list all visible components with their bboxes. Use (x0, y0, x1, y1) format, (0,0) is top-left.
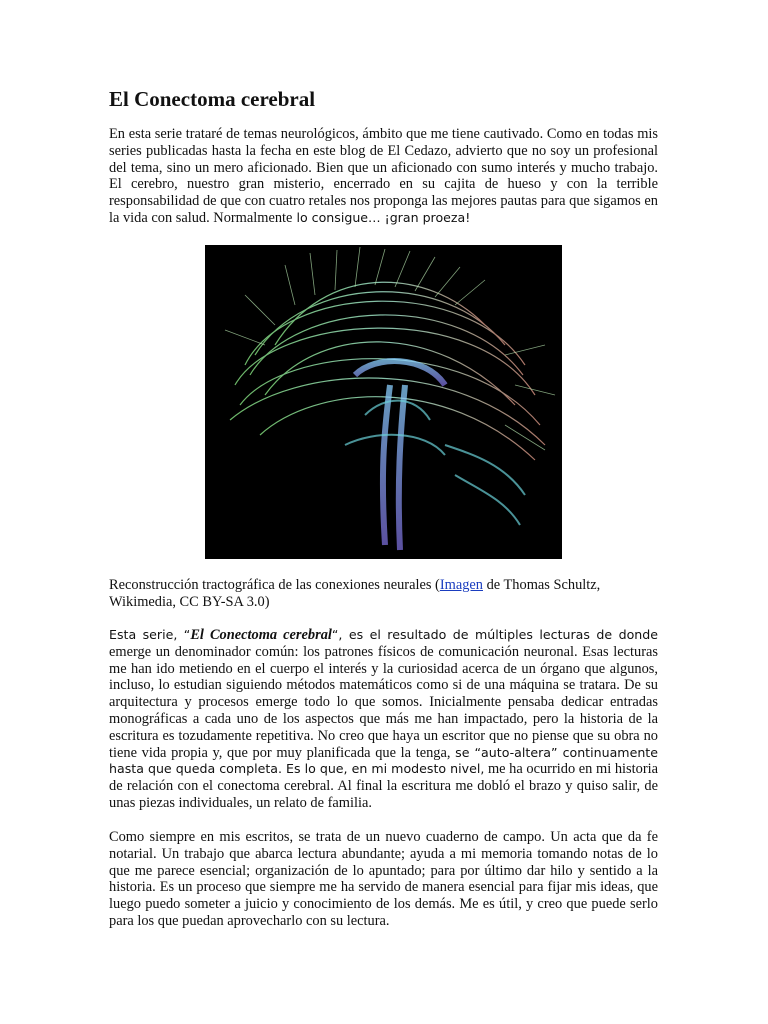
figure-caption (109, 577, 658, 611)
brain-tractography-image (205, 245, 562, 559)
caption-text-before: Reconstrucción tractográfica de las conexiones neurales ( (109, 577, 440, 593)
article-header (109, 86, 658, 245)
intro-paragraph (109, 126, 658, 227)
process-paragraph: Como siempre en mis escritos, se trata de un nuevo cuaderno de campo. Un acta que da fe notarial. Un trabajo que abarca lectura abundante; ayuda a mi memoria tomando notas de lo que me parece esencial; organización de lo apuntado; para por último dar hilo y sentido a la historia. Es un proceso que siempre me ha servido de manera esencial para fijar mis ideas, que luego puedo someter a juicio y conocimiento de los demás. Me es útil, y creo que puede serlo para los que puedan aprovecharlo con su lectura. (109, 829, 658, 929)
intro-tail: lo consigue… ¡gran proeza! (292, 209, 471, 225)
series-paragraph (109, 627, 658, 812)
series-lead: Esta serie, “ (109, 627, 191, 642)
page-title: El Conectoma cerebral (109, 87, 316, 111)
intro-text: En esta serie trataré de temas neurológicos, ámbito que me tiene cautivado. Como en todas mis series publicadas hasta la fecha en este blog de El Cedazo, advierto que no soy un profesional del tema, sino un mero aficionado. Bien que un aficionado con sumo interés y mucho trabajo. El cerebro, nuestro gran misterio, encerrado en su cajita de hueso y con la terrible responsabilidad de que con cuatro retales nos proponga las mejores pautas para que sigamos en la vida con salud. Normalmente (109, 126, 658, 226)
series-part2: emerge un denominador común: los patrones físicos de comunicación neuronal. Esas lecturas me han ido metiendo en el cuerpo el interés y la curiosidad acerca de un órgano que algunos, incluso, lo estudian siguiendo métodos matemáticos como si de una máquina se tratara. De su arquitectura y procesos emerge todo lo que somos. Inicialmente pensaba dedicar entradas monográficas a cada uno de los aspectos que más me han impactado, pero la historia de la escritura es tozudamente repetitiva. No creo que haya un escritor que no piense que su obra no tiene vida propia y, que por muy planificada que la tenga, (109, 643, 658, 761)
series-part4: me ha ocurrido en mi historia de relación con el conectoma cerebral. Al final la escritura me dobló el brazo y quiso salir, de unas piezas individuales, un relato de familia. (109, 761, 658, 811)
series-part1: “, es el resultado de múltiples lecturas de donde (331, 627, 658, 642)
image-link[interactable]: Imagen (439, 577, 483, 593)
caption-text-after: de Thomas Schultz, Wikimedia, CC BY-SA 3.0) (109, 577, 601, 610)
series-title: El Conectoma cerebral (190, 627, 332, 643)
process-paragraph-block (109, 829, 658, 930)
series-part3: se “auto-altera” continuamente hasta que queda completa. Es lo que, en mi modesto nivel, (109, 744, 658, 777)
tractography-illustration (205, 245, 562, 559)
series-paragraph-block (109, 627, 658, 812)
